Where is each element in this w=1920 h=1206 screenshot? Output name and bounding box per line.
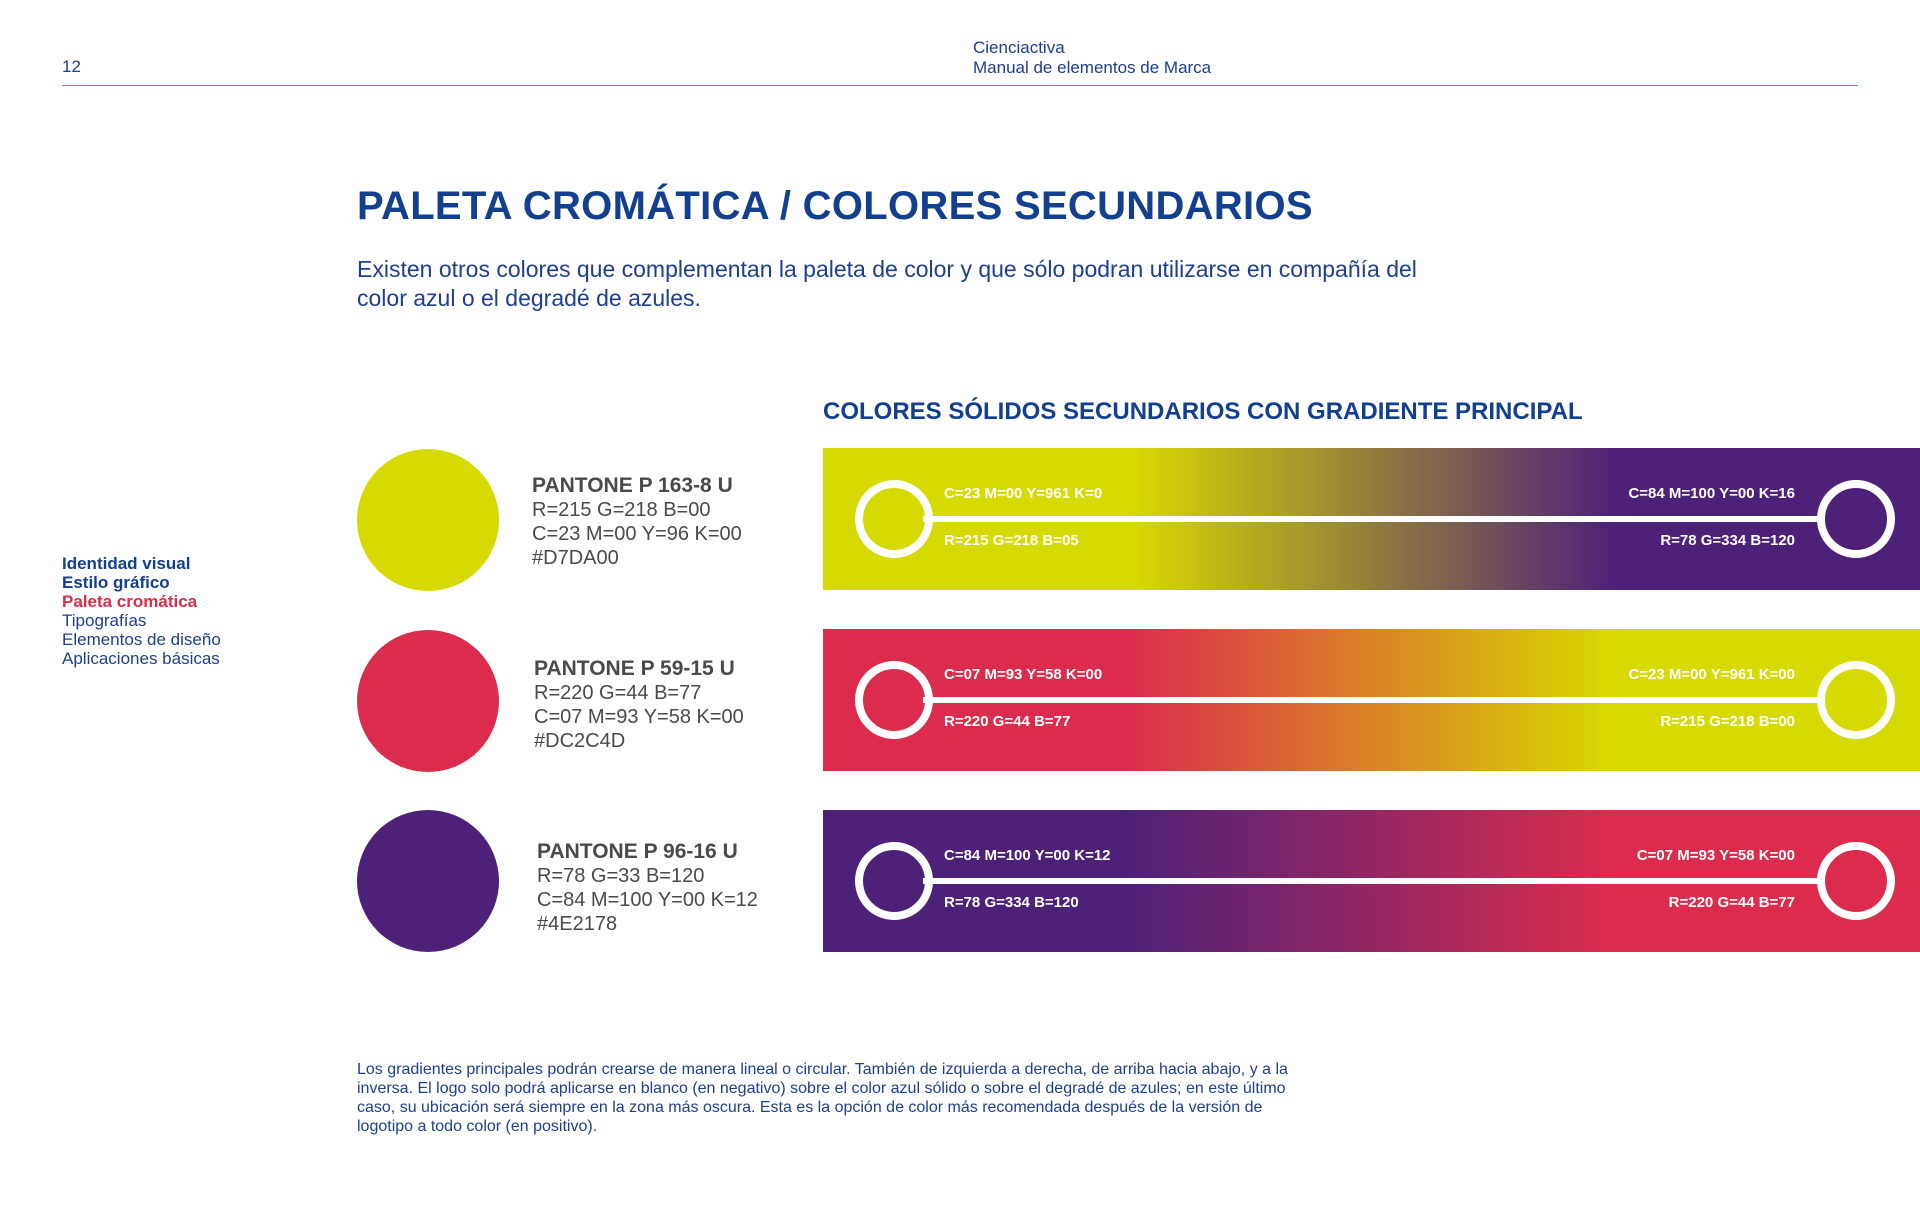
start-rgb-label: R=220 G=44 B=77 — [944, 713, 1071, 730]
nav-item-identidad-visual[interactable]: Identidad visual — [62, 554, 191, 573]
nav-item-paleta-cromatica[interactable]: Paleta cromática — [62, 592, 198, 611]
color-spec-yellow — [532, 474, 742, 570]
rgb-values: R=215 G=218 B=00 — [532, 499, 711, 521]
nav-item-tipografias[interactable]: Tipografías — [62, 611, 147, 630]
brand-name: Cienciactiva — [973, 38, 1065, 57]
section-nav — [62, 554, 221, 668]
gradient-band-yellow-purple — [823, 448, 1920, 590]
footnote-paragraph: Los gradientes principales podrán crearse de manera lineal o circular. También de izquierda a derecha, de arriba hacia abajo, y a la inversa. El logo solo podrá aplicarse en blanco (en negativo) sobre el color azul sólido o sobre el degradé de azules; en este último caso, su ubicación será siempre en la zona más oscura. Esta es la opción de color más recomendada después de la versión de logotipo a todo color (en positivo). — [357, 1061, 1288, 1135]
header-divider — [62, 85, 1858, 86]
rgb-values: R=220 G=44 B=77 — [534, 682, 702, 704]
start-cmyk-label: C=84 M=100 Y=00 K=12 — [944, 847, 1111, 864]
start-rgb-label: R=215 G=218 B=05 — [944, 532, 1079, 549]
end-rgb-label: R=78 G=334 B=120 — [1660, 532, 1795, 549]
color-spec-red — [534, 657, 744, 753]
color-swatch-purple — [357, 810, 499, 952]
gradient-band-purple-red — [823, 810, 1920, 952]
rgb-values: R=78 G=33 B=120 — [537, 865, 705, 887]
end-rgb-label: R=220 G=44 B=77 — [1668, 894, 1795, 911]
nav-item-estilo-grafico[interactable]: Estilo gráfico — [62, 573, 170, 592]
end-cmyk-label: C=84 M=100 Y=00 K=16 — [1628, 485, 1795, 502]
manual-title: Manual de elementos de Marca — [973, 58, 1212, 77]
color-spec-purple — [537, 840, 758, 936]
gradient-connector-line — [923, 697, 1827, 703]
gradient-connector-line — [923, 516, 1827, 522]
color-swatch-red — [357, 630, 499, 772]
nav-item-elementos-diseno[interactable]: Elementos de diseño — [62, 630, 221, 649]
start-color-ring — [855, 661, 933, 739]
hex-value: #DC2C4D — [534, 730, 626, 752]
start-rgb-label: R=78 G=334 B=120 — [944, 894, 1079, 911]
gradient-band-red-yellow — [823, 629, 1920, 771]
hex-value: #D7DA00 — [532, 547, 619, 569]
end-cmyk-label: C=23 M=00 Y=961 K=00 — [1628, 666, 1795, 683]
pantone-code: PANTONE P 59-15 U — [534, 657, 735, 680]
pantone-code: PANTONE P 163-8 U — [532, 474, 733, 497]
page-number: 12 — [62, 57, 81, 76]
gradient-connector-line — [923, 878, 1827, 884]
color-swatch-yellow — [357, 449, 499, 591]
start-color-ring — [855, 480, 933, 558]
end-color-ring — [1817, 661, 1895, 739]
cmyk-values: C=07 M=93 Y=58 K=00 — [534, 706, 744, 728]
end-color-ring — [1817, 842, 1895, 920]
page-title: PALETA CROMÁTICA / COLORES SECUNDARIOS — [357, 184, 1313, 228]
start-color-ring — [855, 842, 933, 920]
start-cmyk-label: C=23 M=00 Y=961 K=0 — [944, 485, 1103, 502]
intro-paragraph: Existen otros colores que complementan la paleta de color y que sólo podran utilizarse en compañía del color azul o el degradé de azules. — [357, 256, 1417, 311]
hex-value: #4E2178 — [537, 913, 618, 935]
end-cmyk-label: C=07 M=93 Y=58 K=00 — [1636, 847, 1795, 864]
cmyk-values: C=84 M=100 Y=00 K=12 — [537, 889, 758, 911]
gradients-section-title: COLORES SÓLIDOS SECUNDARIOS CON GRADIENTE PRINCIPAL — [823, 398, 1583, 425]
end-rgb-label: R=215 G=218 B=00 — [1660, 713, 1795, 730]
document-header — [973, 38, 1211, 78]
cmyk-values: C=23 M=00 Y=96 K=00 — [532, 523, 742, 545]
pantone-code: PANTONE P 96-16 U — [537, 840, 738, 863]
end-color-ring — [1817, 480, 1895, 558]
nav-item-aplicaciones-basicas[interactable]: Aplicaciones básicas — [62, 649, 220, 668]
start-cmyk-label: C=07 M=93 Y=58 K=00 — [944, 666, 1103, 683]
